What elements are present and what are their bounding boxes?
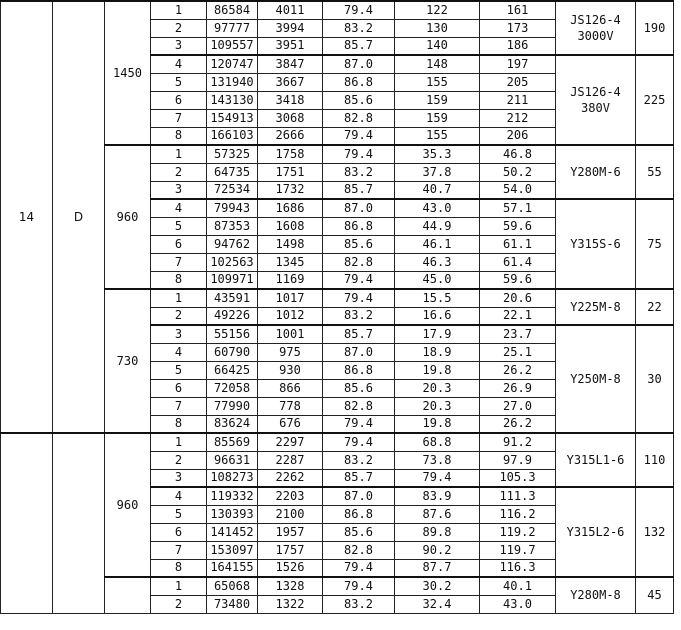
motor-power-cell: 43.0: [480, 595, 556, 613]
efficiency-cell: 79.4: [323, 415, 395, 433]
flow-cell: 153097: [207, 541, 258, 559]
motor-power-cell: 212: [480, 109, 556, 127]
point-number-cell: 6: [151, 235, 207, 253]
motor-model-cell: Y280M-8: [556, 577, 636, 613]
head-cell: 4011: [258, 1, 323, 19]
shaft-power-cell: 35.3: [395, 145, 480, 163]
head-cell: 1001: [258, 325, 323, 343]
shaft-power-cell: 155: [395, 127, 480, 145]
motor-power-cell: 26.2: [480, 361, 556, 379]
shaft-power-cell: 79.4: [395, 469, 480, 487]
head-cell: 2262: [258, 469, 323, 487]
motor-power-cell: 26.2: [480, 415, 556, 433]
efficiency-cell: 87.0: [323, 199, 395, 217]
point-number-cell: 1: [151, 577, 207, 595]
efficiency-cell: 85.6: [323, 235, 395, 253]
head-cell: 2203: [258, 487, 323, 505]
point-number-cell: 6: [151, 379, 207, 397]
point-number-cell: 3: [151, 181, 207, 199]
point-number-cell: 4: [151, 55, 207, 73]
shaft-power-cell: 83.9: [395, 487, 480, 505]
speed-cell: 960: [105, 433, 151, 577]
motor-power-cell: 206: [480, 127, 556, 145]
efficiency-cell: 85.7: [323, 37, 395, 55]
flow-cell: 72058: [207, 379, 258, 397]
flow-cell: 72534: [207, 181, 258, 199]
flow-cell: 141452: [207, 523, 258, 541]
flow-cell: 65068: [207, 577, 258, 595]
head-cell: 1686: [258, 199, 323, 217]
point-number-cell: 5: [151, 73, 207, 91]
head-cell: 3667: [258, 73, 323, 91]
motor-power-cell: 27.0: [480, 397, 556, 415]
head-cell: 1328: [258, 577, 323, 595]
efficiency-cell: 86.8: [323, 361, 395, 379]
flow-cell: 119332: [207, 487, 258, 505]
flow-cell: 109971: [207, 271, 258, 289]
efficiency-cell: 85.6: [323, 91, 395, 109]
impeller-type-cell: [53, 433, 105, 613]
shaft-power-cell: 140: [395, 37, 480, 55]
efficiency-cell: 82.8: [323, 253, 395, 271]
shaft-power-cell: 18.9: [395, 343, 480, 361]
flow-cell: 60790: [207, 343, 258, 361]
efficiency-cell: 83.2: [323, 307, 395, 325]
point-number-cell: 1: [151, 1, 207, 19]
efficiency-cell: 79.4: [323, 1, 395, 19]
motor-model-cell: JS126-4 3000V: [556, 1, 636, 55]
flow-cell: 43591: [207, 289, 258, 307]
flow-cell: 86584: [207, 1, 258, 19]
efficiency-cell: 79.4: [323, 559, 395, 577]
efficiency-cell: 85.7: [323, 469, 395, 487]
motor-power-cell: 59.6: [480, 217, 556, 235]
shaft-power-cell: 46.1: [395, 235, 480, 253]
motor-kw-cell: 110: [636, 433, 674, 487]
head-cell: 1012: [258, 307, 323, 325]
point-number-cell: 4: [151, 487, 207, 505]
head-cell: 1345: [258, 253, 323, 271]
motor-model-cell: Y225M-8: [556, 289, 636, 325]
efficiency-cell: 86.8: [323, 505, 395, 523]
shaft-power-cell: 89.8: [395, 523, 480, 541]
flow-cell: 131940: [207, 73, 258, 91]
flow-cell: 109557: [207, 37, 258, 55]
shaft-power-cell: 40.7: [395, 181, 480, 199]
shaft-power-cell: 73.8: [395, 451, 480, 469]
efficiency-cell: 83.2: [323, 451, 395, 469]
efficiency-cell: 85.7: [323, 181, 395, 199]
flow-cell: 96631: [207, 451, 258, 469]
motor-kw-cell: 55: [636, 145, 674, 199]
efficiency-cell: 82.8: [323, 397, 395, 415]
head-cell: 1017: [258, 289, 323, 307]
motor-power-cell: 186: [480, 37, 556, 55]
table-row: [1, 433, 674, 451]
motor-power-cell: 119.7: [480, 541, 556, 559]
flow-cell: 55156: [207, 325, 258, 343]
shaft-power-cell: 155: [395, 73, 480, 91]
motor-power-cell: 46.8: [480, 145, 556, 163]
flow-cell: 77990: [207, 397, 258, 415]
motor-power-cell: 161: [480, 1, 556, 19]
flow-cell: 94762: [207, 235, 258, 253]
head-cell: 3068: [258, 109, 323, 127]
shaft-power-cell: 17.9: [395, 325, 480, 343]
flow-cell: 66425: [207, 361, 258, 379]
motor-power-cell: 111.3: [480, 487, 556, 505]
flow-cell: 73480: [207, 595, 258, 613]
efficiency-cell: 87.0: [323, 55, 395, 73]
point-number-cell: 2: [151, 163, 207, 181]
head-cell: 1732: [258, 181, 323, 199]
shaft-power-cell: 37.8: [395, 163, 480, 181]
head-cell: 676: [258, 415, 323, 433]
head-cell: 3418: [258, 91, 323, 109]
motor-model-cell: Y315S-6: [556, 199, 636, 289]
shaft-power-cell: 122: [395, 1, 480, 19]
point-number-cell: 5: [151, 217, 207, 235]
motor-power-cell: 40.1: [480, 577, 556, 595]
point-number-cell: 7: [151, 397, 207, 415]
flow-cell: 166103: [207, 127, 258, 145]
head-cell: 930: [258, 361, 323, 379]
efficiency-cell: 86.8: [323, 217, 395, 235]
shaft-power-cell: 45.0: [395, 271, 480, 289]
motor-power-cell: 26.9: [480, 379, 556, 397]
motor-power-cell: 91.2: [480, 433, 556, 451]
pump-size-cell: 14: [1, 1, 53, 433]
head-cell: 866: [258, 379, 323, 397]
efficiency-cell: 79.4: [323, 271, 395, 289]
flow-cell: 85569: [207, 433, 258, 451]
shaft-power-cell: 87.7: [395, 559, 480, 577]
efficiency-cell: 82.8: [323, 541, 395, 559]
point-number-cell: 2: [151, 307, 207, 325]
point-number-cell: 5: [151, 361, 207, 379]
motor-model-cell: JS126-4 380V: [556, 55, 636, 145]
motor-power-cell: 116.3: [480, 559, 556, 577]
motor-power-cell: 211: [480, 91, 556, 109]
point-number-cell: 5: [151, 505, 207, 523]
flow-cell: 64735: [207, 163, 258, 181]
efficiency-cell: 79.4: [323, 577, 395, 595]
point-number-cell: 8: [151, 415, 207, 433]
point-number-cell: 2: [151, 451, 207, 469]
flow-cell: 49226: [207, 307, 258, 325]
point-number-cell: 8: [151, 559, 207, 577]
point-number-cell: 1: [151, 433, 207, 451]
point-number-cell: 1: [151, 145, 207, 163]
efficiency-cell: 85.6: [323, 379, 395, 397]
point-number-cell: 6: [151, 91, 207, 109]
motor-kw-cell: 45: [636, 577, 674, 613]
efficiency-cell: 85.6: [323, 523, 395, 541]
head-cell: 2100: [258, 505, 323, 523]
efficiency-cell: 83.2: [323, 595, 395, 613]
point-number-cell: 3: [151, 469, 207, 487]
motor-power-cell: 23.7: [480, 325, 556, 343]
point-number-cell: 7: [151, 109, 207, 127]
motor-power-cell: 205: [480, 73, 556, 91]
point-number-cell: 7: [151, 253, 207, 271]
impeller-type-cell: D: [53, 1, 105, 433]
point-number-cell: 3: [151, 325, 207, 343]
motor-kw-cell: 75: [636, 199, 674, 289]
point-number-cell: 4: [151, 199, 207, 217]
motor-kw-cell: 132: [636, 487, 674, 577]
head-cell: 1608: [258, 217, 323, 235]
speed-cell: 730: [105, 289, 151, 433]
shaft-power-cell: 159: [395, 91, 480, 109]
head-cell: 1757: [258, 541, 323, 559]
motor-power-cell: 50.2: [480, 163, 556, 181]
flow-cell: 97777: [207, 19, 258, 37]
point-number-cell: 8: [151, 127, 207, 145]
shaft-power-cell: 68.8: [395, 433, 480, 451]
efficiency-cell: 79.4: [323, 433, 395, 451]
motor-power-cell: 20.6: [480, 289, 556, 307]
efficiency-cell: 83.2: [323, 19, 395, 37]
head-cell: 1498: [258, 235, 323, 253]
motor-power-cell: 25.1: [480, 343, 556, 361]
flow-cell: 164155: [207, 559, 258, 577]
flow-cell: 154913: [207, 109, 258, 127]
motor-power-cell: 22.1: [480, 307, 556, 325]
shaft-power-cell: 148: [395, 55, 480, 73]
motor-power-cell: 197: [480, 55, 556, 73]
motor-kw-cell: 30: [636, 325, 674, 433]
head-cell: 1169: [258, 271, 323, 289]
flow-cell: 79943: [207, 199, 258, 217]
efficiency-cell: 87.0: [323, 343, 395, 361]
speed-cell: [105, 577, 151, 613]
flow-cell: 143130: [207, 91, 258, 109]
shaft-power-cell: 19.8: [395, 361, 480, 379]
shaft-power-cell: 32.4: [395, 595, 480, 613]
motor-power-cell: 57.1: [480, 199, 556, 217]
head-cell: 3994: [258, 19, 323, 37]
head-cell: 2666: [258, 127, 323, 145]
point-number-cell: 3: [151, 37, 207, 55]
motor-power-cell: 61.1: [480, 235, 556, 253]
head-cell: 1751: [258, 163, 323, 181]
motor-model-cell: Y315L2-6: [556, 487, 636, 577]
flow-cell: 130393: [207, 505, 258, 523]
point-number-cell: 2: [151, 595, 207, 613]
flow-cell: 120747: [207, 55, 258, 73]
motor-model-cell: Y280M-6: [556, 145, 636, 199]
shaft-power-cell: 130: [395, 19, 480, 37]
flow-cell: 83624: [207, 415, 258, 433]
efficiency-cell: 85.7: [323, 325, 395, 343]
head-cell: 975: [258, 343, 323, 361]
motor-kw-cell: 22: [636, 289, 674, 325]
flow-cell: 57325: [207, 145, 258, 163]
point-number-cell: 7: [151, 541, 207, 559]
flow-cell: 87353: [207, 217, 258, 235]
head-cell: 1758: [258, 145, 323, 163]
motor-power-cell: 119.2: [480, 523, 556, 541]
efficiency-cell: 83.2: [323, 163, 395, 181]
motor-kw-cell: 225: [636, 55, 674, 145]
motor-power-cell: 97.9: [480, 451, 556, 469]
speed-cell: 1450: [105, 1, 151, 145]
efficiency-cell: 82.8: [323, 109, 395, 127]
motor-kw-cell: 190: [636, 1, 674, 55]
efficiency-cell: 79.4: [323, 127, 395, 145]
flow-cell: 102563: [207, 253, 258, 271]
pump-size-cell: [1, 433, 53, 613]
efficiency-cell: 86.8: [323, 73, 395, 91]
shaft-power-cell: 43.0: [395, 199, 480, 217]
flow-cell: 108273: [207, 469, 258, 487]
head-cell: 3951: [258, 37, 323, 55]
shaft-power-cell: 46.3: [395, 253, 480, 271]
head-cell: 2297: [258, 433, 323, 451]
motor-model-cell: Y250M-8: [556, 325, 636, 433]
head-cell: 1322: [258, 595, 323, 613]
speed-cell: 960: [105, 145, 151, 289]
shaft-power-cell: 19.8: [395, 415, 480, 433]
motor-power-cell: 54.0: [480, 181, 556, 199]
head-cell: 2287: [258, 451, 323, 469]
shaft-power-cell: 159: [395, 109, 480, 127]
head-cell: 778: [258, 397, 323, 415]
efficiency-cell: 79.4: [323, 145, 395, 163]
shaft-power-cell: 44.9: [395, 217, 480, 235]
shaft-power-cell: 90.2: [395, 541, 480, 559]
head-cell: 1526: [258, 559, 323, 577]
shaft-power-cell: 87.6: [395, 505, 480, 523]
shaft-power-cell: 20.3: [395, 397, 480, 415]
shaft-power-cell: 20.3: [395, 379, 480, 397]
efficiency-cell: 87.0: [323, 487, 395, 505]
point-number-cell: 2: [151, 19, 207, 37]
shaft-power-cell: 16.6: [395, 307, 480, 325]
table-row: [1, 1, 674, 19]
shaft-power-cell: 30.2: [395, 577, 480, 595]
motor-power-cell: 173: [480, 19, 556, 37]
efficiency-cell: 79.4: [323, 289, 395, 307]
head-cell: 1957: [258, 523, 323, 541]
motor-power-cell: 61.4: [480, 253, 556, 271]
point-number-cell: 6: [151, 523, 207, 541]
head-cell: 3847: [258, 55, 323, 73]
motor-power-cell: 59.6: [480, 271, 556, 289]
point-number-cell: 8: [151, 271, 207, 289]
point-number-cell: 4: [151, 343, 207, 361]
motor-model-cell: Y315L1-6: [556, 433, 636, 487]
motor-power-cell: 105.3: [480, 469, 556, 487]
shaft-power-cell: 15.5: [395, 289, 480, 307]
motor-power-cell: 116.2: [480, 505, 556, 523]
point-number-cell: 1: [151, 289, 207, 307]
